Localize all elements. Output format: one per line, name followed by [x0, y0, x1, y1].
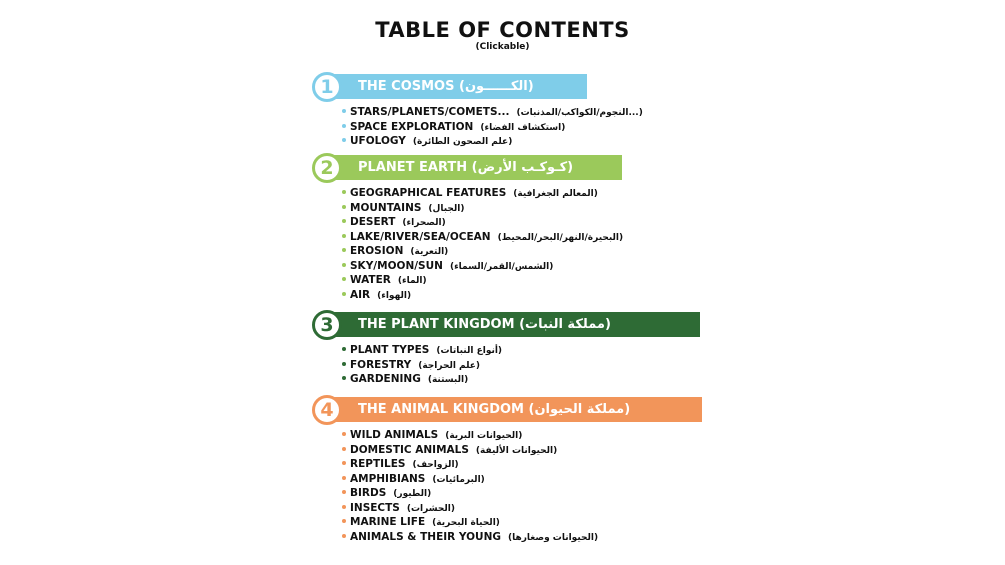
- section-items-cosmos: [312, 105, 643, 149]
- toc-link-item[interactable]: [342, 472, 598, 487]
- item-label-ar: (النجوم/الكواكب/المذنبات...): [516, 108, 643, 118]
- toc-link-item[interactable]: [342, 530, 598, 545]
- bullet-icon: [342, 263, 346, 267]
- section-header-cosmos[interactable]: [312, 72, 643, 102]
- toc-link-item[interactable]: [342, 288, 623, 303]
- toc-link-item[interactable]: [342, 372, 502, 387]
- bullet-icon: [342, 376, 346, 380]
- bullet-icon: [342, 124, 346, 128]
- bullet-icon: [342, 248, 346, 252]
- item-label-en: SPACE EXPLORATION: [350, 120, 474, 133]
- item-label-ar: (الحيوانات الأليفة): [475, 445, 558, 456]
- item-label-en: REPTILES: [350, 458, 406, 470]
- item-label-ar: (علم الحراجة): [418, 360, 481, 371]
- item-label-en: STARS/PLANETS/COMETS...: [350, 106, 510, 118]
- item-label-ar: (الهواء): [377, 290, 412, 301]
- item-label-en: AMPHIBIANS: [350, 472, 426, 485]
- item-label-ar: (علم الصحون الطائرة): [412, 137, 513, 147]
- toc-link-item[interactable]: [342, 244, 623, 259]
- section-number-badge: 3: [312, 310, 342, 340]
- section-number-badge: 4: [312, 395, 342, 425]
- bullet-icon: [342, 432, 346, 436]
- bullet-icon: [342, 138, 346, 142]
- item-label-ar: (استكشاف الفضاء): [480, 122, 566, 133]
- toc-link-item[interactable]: [342, 358, 502, 373]
- bullet-icon: [342, 205, 346, 209]
- section-header-plant-kingdom[interactable]: [312, 310, 611, 340]
- section-header-animal-kingdom[interactable]: [312, 395, 631, 425]
- toc-link-item[interactable]: [342, 215, 623, 230]
- item-label-en: UFOLOGY: [350, 135, 406, 147]
- section-items-planet-earth: [312, 186, 623, 302]
- item-label-ar: (المعالم الجغرافية): [513, 189, 598, 199]
- bullet-icon: [342, 109, 346, 113]
- section-number-badge: 2: [312, 153, 342, 183]
- item-label-en: SKY/MOON/SUN: [350, 259, 443, 272]
- section-title-plant-kingdom[interactable]: THE PLANT KINGDOM (مملكة النبات): [324, 312, 700, 337]
- item-label-en: DESERT: [350, 216, 396, 228]
- item-label-ar: (الشمس/القمر/السماء): [449, 261, 554, 272]
- item-label-en: MOUNTAINS: [350, 201, 422, 214]
- item-label-en: GARDENING: [350, 373, 421, 385]
- toc-link-item[interactable]: [342, 120, 643, 135]
- section-title-animal-kingdom[interactable]: THE ANIMAL KINGDOM (مملكة الحيوان): [324, 397, 702, 422]
- toc-link-item[interactable]: [342, 105, 643, 120]
- toc-link-item[interactable]: [342, 486, 598, 501]
- toc-link-item[interactable]: [342, 343, 502, 358]
- bullet-icon: [342, 476, 346, 480]
- section-header-planet-earth[interactable]: [312, 153, 623, 183]
- section-items-plant-kingdom: [312, 343, 502, 387]
- item-label-en: ANIMALS & THEIR YOUNG: [350, 530, 501, 543]
- bullet-icon: [342, 219, 346, 223]
- item-label-en: INSECTS: [350, 501, 400, 514]
- item-label-ar: (الزواحف): [412, 460, 459, 470]
- section-plant-kingdom: [312, 310, 611, 387]
- item-label-ar: (البحيرة/النهر/البحر/المحيط): [497, 232, 624, 243]
- item-label-en: EROSION: [350, 245, 404, 257]
- bullet-icon: [342, 362, 346, 366]
- toc-link-item[interactable]: [342, 501, 598, 516]
- item-label-en: AIR: [350, 288, 371, 301]
- item-label-en: GEOGRAPHICAL FEATURES: [350, 187, 507, 199]
- section-number-badge: 1: [312, 72, 342, 102]
- page-title: TABLE OF CONTENTS: [375, 18, 630, 42]
- item-label-ar: (أنواع النباتات): [436, 346, 503, 356]
- item-label-ar: (التعرية): [410, 247, 449, 257]
- section-planet-earth: [312, 153, 623, 302]
- item-label-ar: (الحيوانات البرية): [445, 431, 523, 441]
- toc-link-item[interactable]: [342, 273, 623, 288]
- toc-link-item[interactable]: [342, 186, 623, 201]
- bullet-icon: [342, 447, 346, 451]
- item-label-ar: (الطيور): [393, 489, 432, 499]
- item-label-en: WILD ANIMALS: [350, 429, 439, 441]
- item-label-ar: (الحياة البحرية): [432, 518, 500, 528]
- toc-link-item[interactable]: [342, 201, 623, 216]
- page-subtitle: (Clickable): [475, 42, 530, 52]
- item-label-en: BIRDS: [350, 487, 387, 499]
- bullet-icon: [342, 461, 346, 465]
- toc-link-item[interactable]: [342, 428, 598, 443]
- toc-link-item[interactable]: [342, 259, 623, 274]
- section-items-animal-kingdom: [312, 428, 598, 544]
- bullet-icon: [342, 190, 346, 194]
- bullet-icon: [342, 292, 346, 296]
- item-label-ar: (البستنة): [427, 375, 469, 385]
- toc-link-item[interactable]: [342, 134, 643, 149]
- item-label-en: PLANT TYPES: [350, 344, 430, 356]
- bullet-icon: [342, 347, 346, 351]
- item-label-ar: (البرمائيات): [432, 474, 485, 485]
- item-label-en: DOMESTIC ANIMALS: [350, 443, 469, 456]
- toc-link-item[interactable]: [342, 515, 598, 530]
- item-label-ar: (الصحراء): [402, 218, 446, 228]
- toc-link-item[interactable]: [342, 230, 623, 245]
- bullet-icon: [342, 490, 346, 494]
- bullet-icon: [342, 277, 346, 281]
- item-label-ar: (الجبال): [428, 203, 465, 214]
- section-title-cosmos[interactable]: THE COSMOS (الكــــــون): [324, 74, 587, 99]
- section-cosmos: [312, 72, 643, 149]
- item-label-en: LAKE/RIVER/SEA/OCEAN: [350, 230, 491, 243]
- item-label-en: MARINE LIFE: [350, 516, 426, 528]
- item-label-en: FORESTRY: [350, 358, 412, 371]
- toc-link-item[interactable]: [342, 457, 598, 472]
- bullet-icon: [342, 234, 346, 238]
- bullet-icon: [342, 519, 346, 523]
- bullet-icon: [342, 534, 346, 538]
- item-label-ar: (الماء): [397, 276, 427, 286]
- bullet-icon: [342, 505, 346, 509]
- section-title-planet-earth[interactable]: PLANET EARTH (كـوكـب الأرض): [324, 155, 622, 180]
- section-animal-kingdom: [312, 395, 631, 544]
- item-label-en: WATER: [350, 274, 391, 286]
- item-label-ar: (الحيوانات وصغارها): [507, 532, 599, 543]
- toc-link-item[interactable]: [342, 443, 598, 458]
- item-label-ar: (الحشرات): [406, 503, 455, 514]
